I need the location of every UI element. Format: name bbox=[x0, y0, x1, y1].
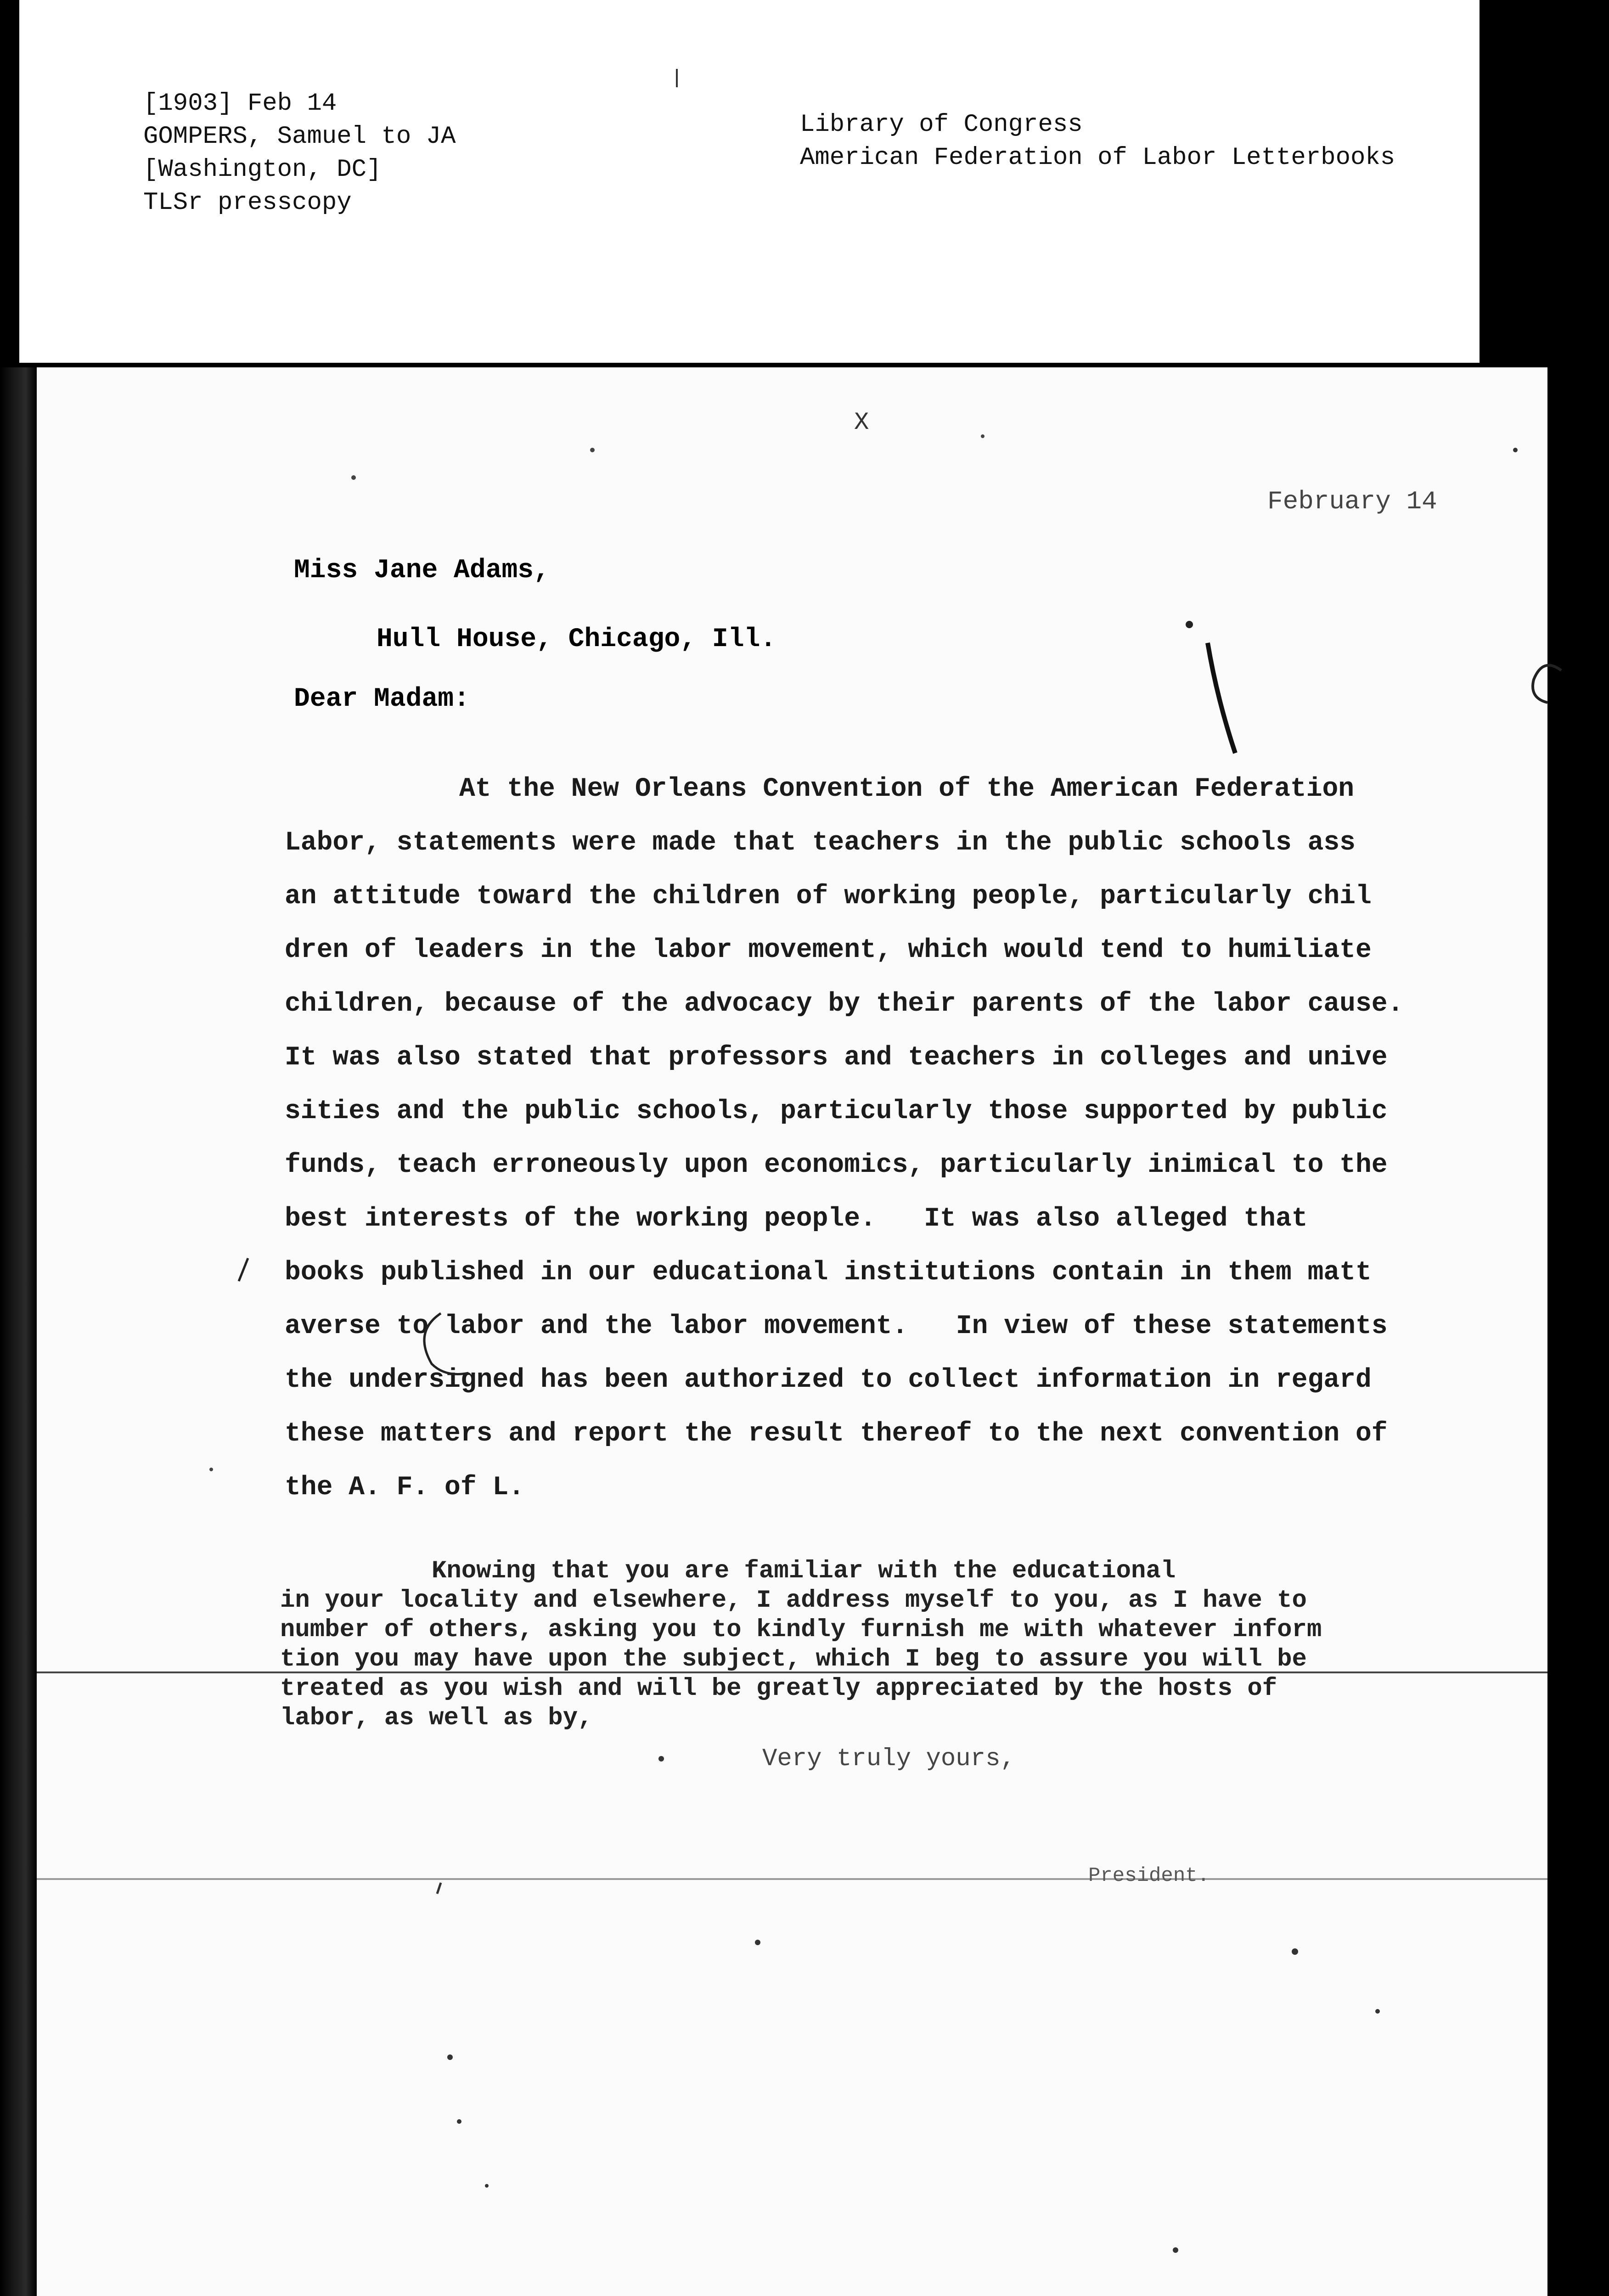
label-collection: American Federation of Labor Letterbooks bbox=[800, 144, 1395, 172]
label-repository: Library of Congress bbox=[800, 111, 1083, 139]
paragraph-line: books published in our educational institutions contain in them matt bbox=[285, 1258, 1372, 1288]
letter-address: Hull House, Chicago, Ill. bbox=[377, 625, 776, 654]
label-document-type: TLSr presscopy bbox=[143, 189, 352, 217]
letter-mark: X bbox=[854, 409, 869, 437]
paragraph-line: in your locality and elsewhere, I address myself to you, as I have to bbox=[280, 1587, 1307, 1615]
paragraph-line: treated as you wish and will be greatly appreciated by the hosts of bbox=[280, 1675, 1277, 1703]
paragraph-line: It was also stated that professors and teachers in colleges and unive bbox=[285, 1043, 1388, 1073]
paragraph-line: Knowing that you are familiar with the educational bbox=[432, 1557, 1176, 1585]
paragraph-line: an attitude toward the children of working people, particularly chil bbox=[285, 882, 1372, 912]
paragraph-line: the A. F. of L. bbox=[285, 1473, 525, 1503]
letter-salutation: Dear Madam: bbox=[294, 684, 470, 714]
paragraph-line: funds, teach erroneously upon economics, particularly inimical to the bbox=[285, 1150, 1388, 1180]
letter-signature: President. bbox=[1088, 1864, 1210, 1887]
letter-date: February 14 bbox=[1267, 487, 1437, 516]
paragraph-line: labor, as well as by, bbox=[280, 1704, 593, 1732]
paragraph-line: Labor, statements were made that teachers in the public schools ass bbox=[285, 828, 1356, 858]
label-date: [1903] Feb 14 bbox=[143, 90, 337, 118]
paragraph-line: tion you may have upon the subject, which I beg to assure you will be bbox=[280, 1645, 1307, 1673]
paragraph-line: the undersigned has been authorized to collect information in regard bbox=[285, 1365, 1372, 1395]
paragraph-line: averse to labor and the labor movement. In view of these statements bbox=[285, 1311, 1388, 1341]
paragraph-line: best interests of the working people. It was also alleged that bbox=[285, 1204, 1308, 1234]
letter-addressee: Miss Jane Adams, bbox=[294, 556, 550, 585]
paragraph-line: dren of leaders in the labor movement, which would tend to humiliate bbox=[285, 935, 1372, 965]
paragraph-line: number of others, asking you to kindly furnish me with whatever inform bbox=[280, 1616, 1322, 1644]
paragraph-line: At the New Orleans Convention of the American Federation bbox=[459, 774, 1355, 804]
paragraph-line: children, because of the advocacy by their parents of the labor cause. bbox=[285, 989, 1404, 1019]
label-correspondents: GOMPERS, Samuel to JA bbox=[143, 123, 456, 151]
label-place: [Washington, DC] bbox=[143, 156, 382, 184]
paragraph-line: these matters and report the result thereof to the next convention of bbox=[285, 1419, 1388, 1449]
letter-closing: Very truly yours, bbox=[762, 1745, 1015, 1773]
paragraph-line: sities and the public schools, particularly those supported by public bbox=[285, 1097, 1388, 1126]
